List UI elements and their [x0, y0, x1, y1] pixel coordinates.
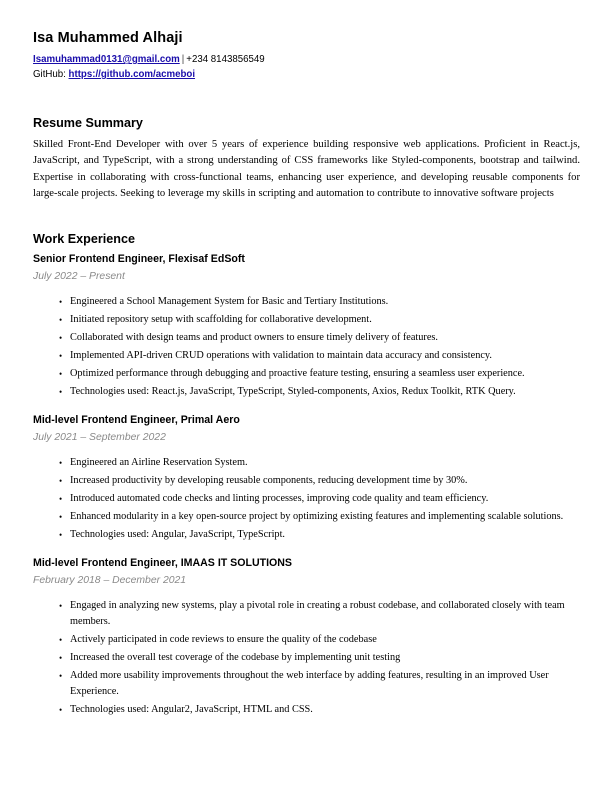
job-title: Mid-level Frontend Engineer, IMAAS IT SOLUTIONS [33, 557, 292, 570]
job-bullet: • Engineered a School Management System for Basic and Tertiary Institutions. [33, 294, 580, 310]
github-label: GitHub: [33, 69, 66, 80]
resume-header [33, 30, 580, 82]
contact-separator: | [181, 54, 185, 65]
job-bullet: • Enhanced modularity in a key open-source project by optimizing existing features and implementing scalable solutions. [33, 509, 580, 525]
job-dates: July 2022 – Present [33, 271, 125, 283]
job-bullet-list [33, 294, 580, 400]
job-title: Senior Frontend Engineer, Flexisaf EdSoft [33, 253, 245, 266]
job-bullet: • Engineered an Airline Reservation System. [33, 455, 580, 471]
phone-number: +234 8143856549 [186, 54, 265, 65]
job-bullet-list [33, 455, 580, 543]
section-heading-work-experience: Work Experience [33, 232, 135, 247]
job-bullet: • Technologies used: Angular, JavaScript, TypeScript. [33, 527, 580, 543]
job-entry [33, 556, 580, 718]
resume-summary-text: Skilled Front-End Developer with over 5 years of experience building responsive web applications. Proficient in React.js, JavaScript, and TypeScript, with a strong understanding of CSS frameworks like Styled-components, bootstrap and tailwind. Expertise in collaborating with cross-functional teams, enhancing user experience, and developing reusable components for large-scale projects. Seeking to leverage my skills in scripting and automation to contribute to innovative software projects [33, 139, 580, 199]
job-bullet: • Optimized performance through debugging and proactive feature testing, ensuring a seamless user experience. [33, 366, 580, 382]
job-bullet: • Actively participated in code reviews to ensure the quality of the codebase [33, 632, 580, 648]
contact-line-primary [33, 53, 580, 67]
job-bullet: • Collaborated with design teams and product owners to ensure timely delivery of features. [33, 330, 580, 346]
job-bullet: • Added more usability improvements throughout the web interface by adding features, resulting in an improved User Experience. [33, 668, 580, 700]
job-dates: February 2018 – December 2021 [33, 575, 187, 587]
email-link[interactable]: Isamuhammad0131@gmail.com [33, 54, 180, 65]
job-bullet-list [33, 598, 580, 718]
github-link[interactable]: https://github.com/acmeboi [68, 69, 196, 80]
job-dates: July 2021 – September 2022 [33, 432, 166, 444]
contact-line-github [33, 68, 580, 82]
resume-content [33, 30, 580, 720]
job-bullet: • Initiated repository setup with scaffolding for collaborative development. [33, 312, 580, 328]
job-bullet: • Introduced automated code checks and linting processes, improving code quality and team efficiency. [33, 491, 580, 507]
candidate-name: Isa Muhammed Alhaji [33, 30, 183, 46]
job-title: Mid-level Frontend Engineer, Primal Aero [33, 414, 240, 427]
job-bullet: • Increased productivity by developing reusable components, reducing development time by 30%. [33, 473, 580, 489]
job-bullet: • Technologies used: React.js, JavaScript, TypeScript, Styled-components, Axios, Redux Toolkit, RTK Query. [33, 384, 580, 400]
job-bullet: • Engaged in analyzing new systems, play a pivotal role in creating a robust codebase, and collaborated closely with team members. [33, 598, 580, 630]
job-entry [33, 413, 580, 543]
job-bullet: • Implemented API-driven CRUD operations with validation to maintain data accuracy and consistency. [33, 348, 580, 364]
job-entry [33, 252, 580, 400]
job-bullet: • Increased the overall test coverage of the codebase by implementing unit testing [33, 650, 580, 666]
job-bullet: • Technologies used: Angular2, JavaScript, HTML and CSS. [33, 702, 580, 718]
section-heading-resume-summary: Resume Summary [33, 116, 143, 130]
